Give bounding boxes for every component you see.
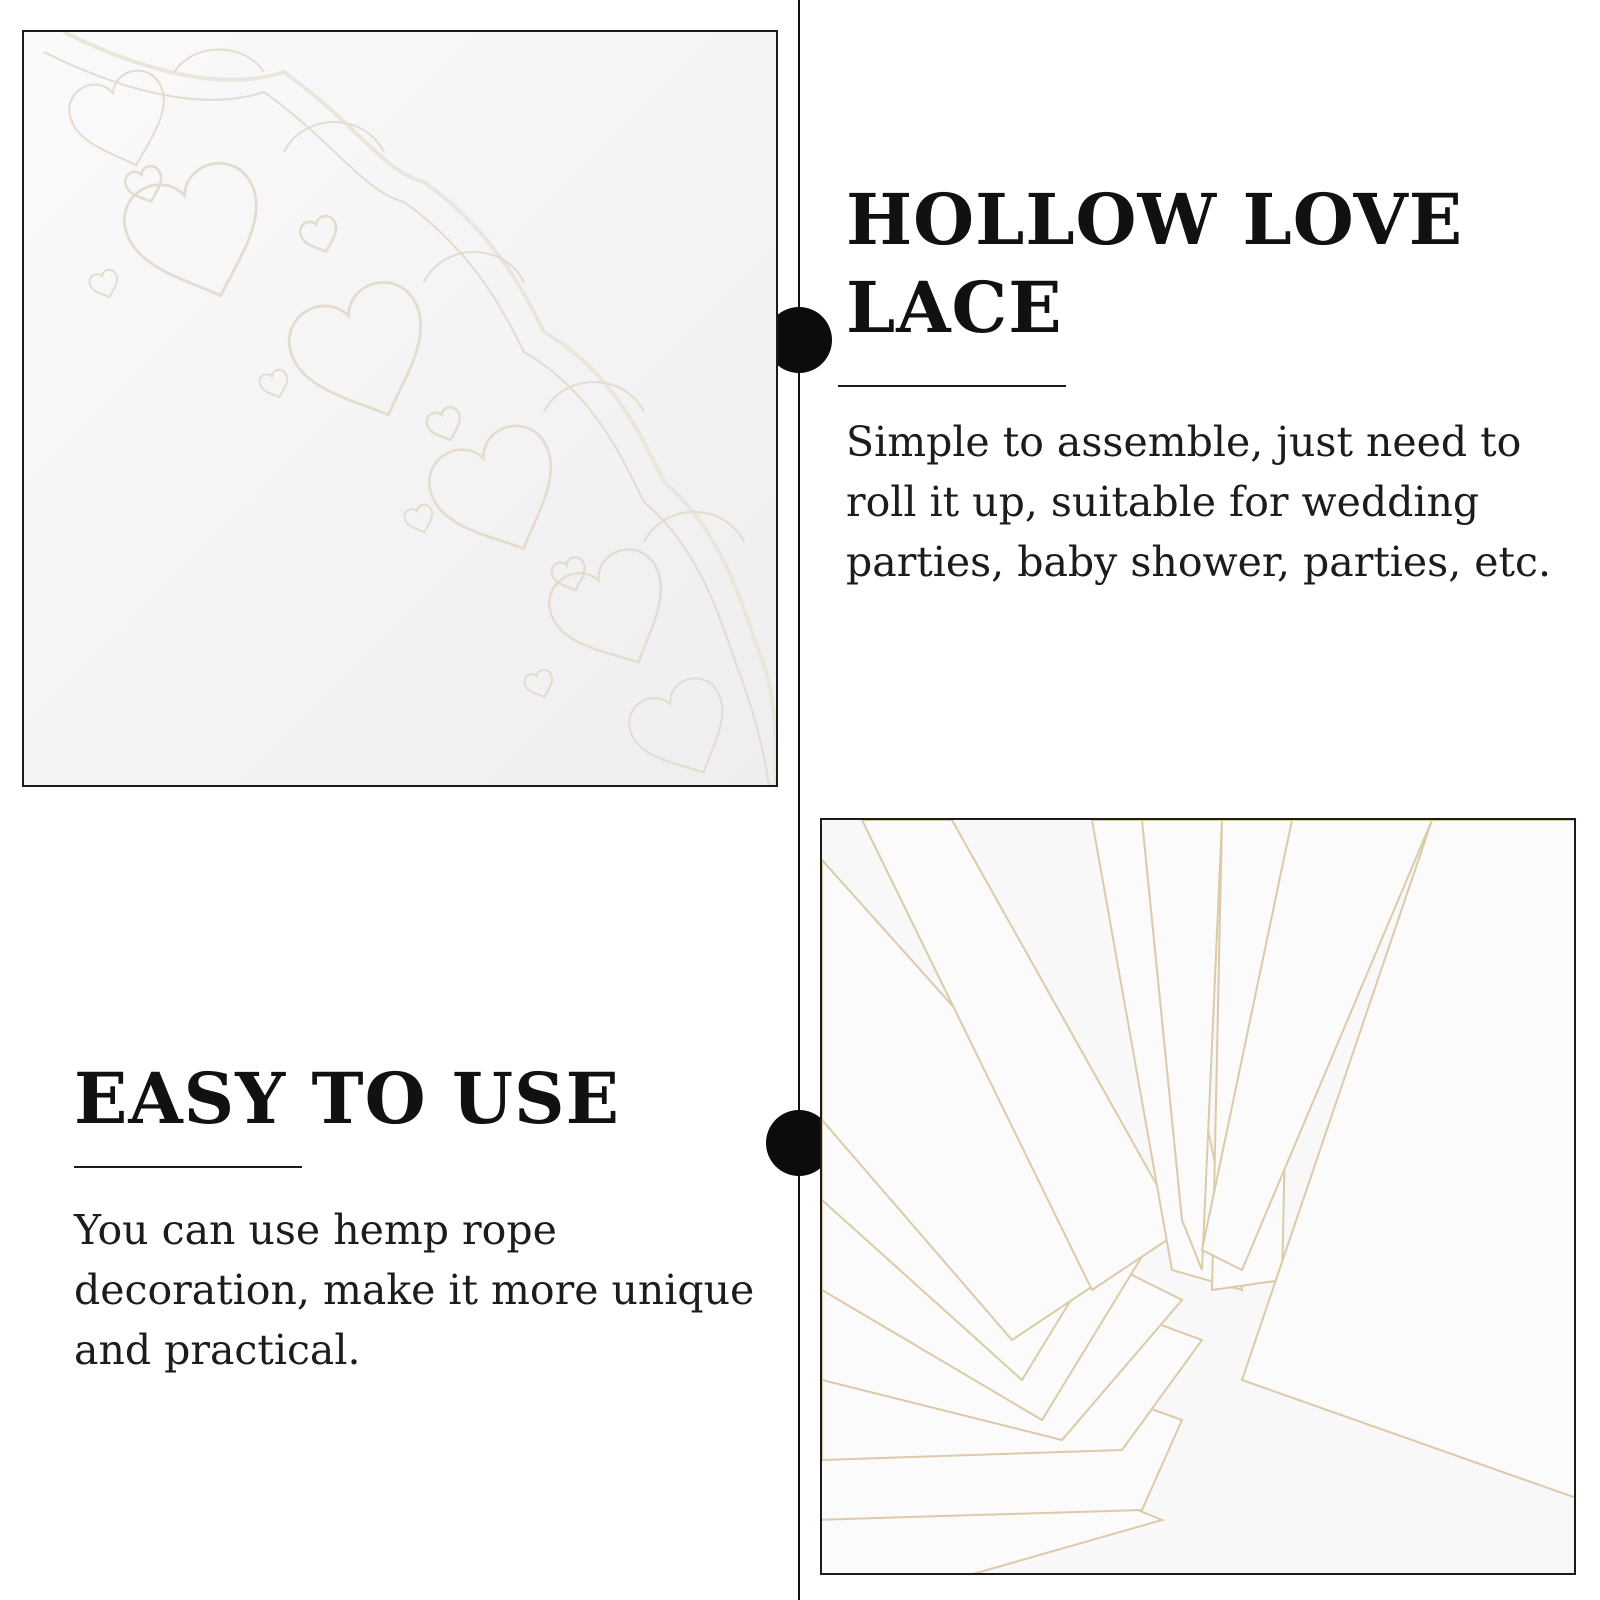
section-description: Simple to assemble, just need to roll it up, suitable for wedding parties, baby shower, parties, etc. bbox=[846, 418, 1552, 586]
paper-cards-photo bbox=[820, 818, 1576, 1575]
lace-closeup-photo bbox=[22, 30, 778, 787]
section-heading: EASY TO USE bbox=[74, 1057, 620, 1140]
heading-underline bbox=[838, 385, 1066, 387]
heading-underline bbox=[74, 1166, 302, 1168]
section-heading: HOLLOW LOVE LACE bbox=[846, 178, 1464, 349]
vertical-divider bbox=[798, 0, 800, 1600]
section-description: You can use hemp rope decoration, make it more unique and practical. bbox=[74, 1206, 755, 1374]
